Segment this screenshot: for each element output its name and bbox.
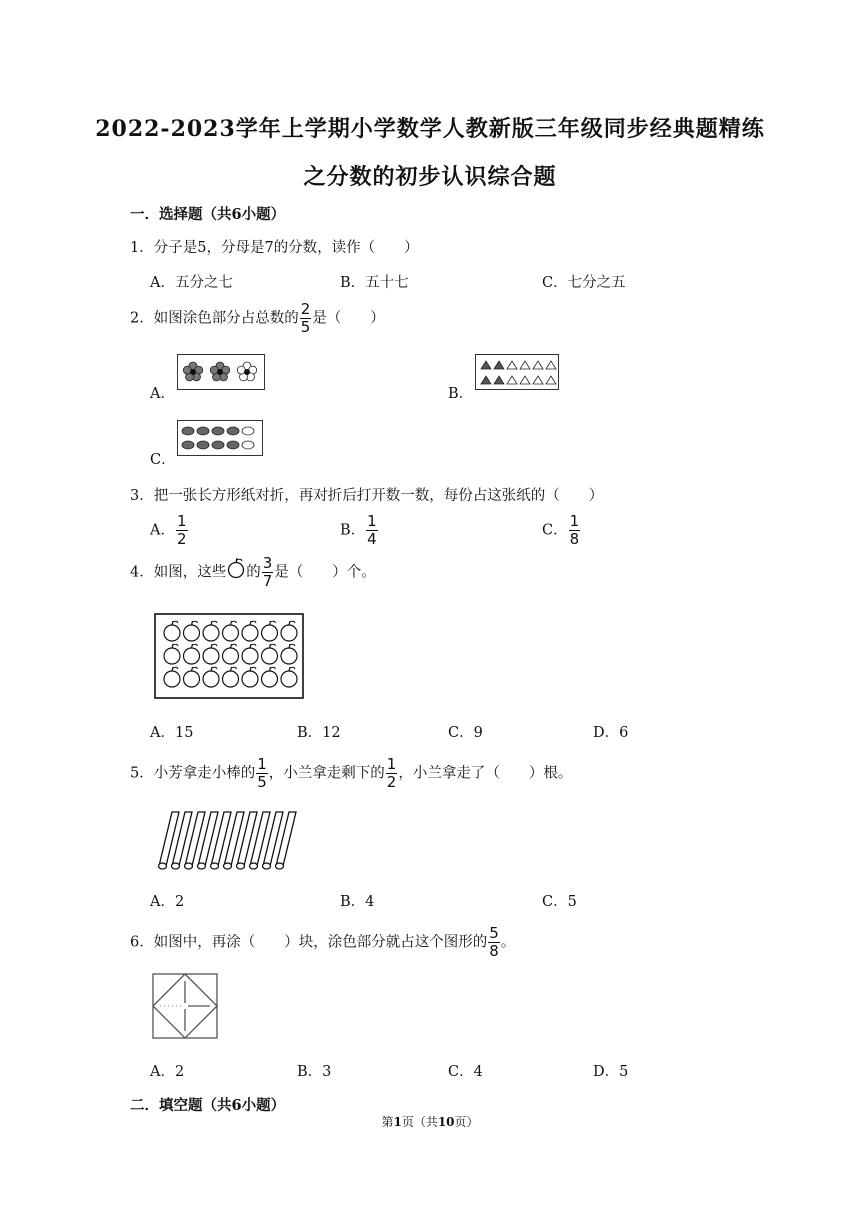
- q3-option-b-label: B．: [340, 522, 366, 539]
- q2-fish-figure: [177, 420, 263, 456]
- q4-option-a: A．15: [150, 725, 194, 741]
- q6-option-b: B．3: [297, 1064, 332, 1080]
- q4-text-post: 是（ ）个。: [274, 564, 376, 581]
- footer-pre: 第: [381, 1115, 394, 1129]
- q6-square-figure: [152, 973, 218, 1039]
- q3-option-c-label: C．: [542, 522, 568, 539]
- q6-fraction: [488, 926, 500, 959]
- q6-text-pre: 6．如图中，再涂（ ）块，涂色部分就占这个图形的: [130, 934, 488, 951]
- section-heading-choice: 一．选择题（共6小题）: [130, 206, 286, 223]
- q3-c-numerator: 1: [569, 512, 580, 530]
- q4-option-b: B．12: [297, 725, 341, 741]
- q6-text-post: 。: [500, 934, 516, 951]
- q4-fraction: [262, 556, 274, 589]
- q3-option-a: [150, 514, 189, 547]
- q4-text-mid: 的: [246, 564, 261, 581]
- q5-option-c: C．5: [542, 894, 577, 910]
- question-2: [130, 302, 385, 335]
- q4-text-pre: 4．如图，这些: [130, 564, 227, 581]
- q4-apples-figure: [154, 613, 304, 699]
- question-6: [130, 926, 515, 959]
- q4-numerator: 3: [262, 554, 273, 572]
- doc-title-line1: 2022-2023学年上学期小学数学人教新版三年级同步经典题精练: [95, 116, 765, 142]
- q5-option-b: B．4: [340, 894, 375, 910]
- q6-option-d: D．5: [593, 1064, 629, 1080]
- q3-b-denominator: 4: [367, 530, 377, 548]
- q2-denominator: 5: [300, 318, 311, 336]
- q5-option-a: A．2: [150, 894, 185, 910]
- footer-mid: 页（共: [401, 1115, 438, 1129]
- apple-icon: [226, 557, 246, 579]
- q2-text-pre: 2．如图涂色部分占总数的: [130, 310, 299, 327]
- q3-b-numerator: 1: [367, 512, 377, 530]
- q5-denominator-1: 5: [257, 773, 267, 791]
- q4-denominator: 7: [262, 572, 273, 590]
- q3-option-c: [542, 514, 581, 547]
- footer-page-number: 1: [393, 1115, 402, 1129]
- footer-post: 页）: [454, 1115, 479, 1129]
- q3-option-b: [340, 514, 379, 547]
- question-1: 1．分子是5，分母是7的分数，读作（ ）: [130, 240, 419, 256]
- q3-a-denominator: 2: [176, 530, 187, 548]
- question-5: [130, 757, 572, 790]
- footer-total-pages: 10: [437, 1115, 455, 1129]
- q3-c-denominator: 8: [569, 530, 580, 548]
- q5-numerator-2: 1: [386, 755, 397, 773]
- q1-option-b: B．五十七: [340, 275, 409, 291]
- question-4: [130, 556, 376, 589]
- q3-option-a-label: A．: [150, 522, 175, 539]
- q3-option-a-fraction: [176, 514, 188, 547]
- q6-option-a: A．2: [150, 1064, 185, 1080]
- q5-numerator-1: 1: [257, 755, 267, 773]
- q6-numerator: 5: [489, 924, 499, 942]
- q2-option-a: A．: [150, 386, 175, 402]
- q3-option-b-fraction: [366, 514, 378, 547]
- q5-text-post: ，小兰拿走了（ ）根。: [398, 765, 573, 782]
- q2-option-b: B．: [448, 386, 474, 402]
- q4-option-d: D．6: [593, 725, 629, 741]
- q3-a-numerator: 1: [176, 512, 187, 530]
- q2-text-post: 是（ ）: [312, 310, 385, 327]
- q2-option-c: C．: [150, 452, 176, 468]
- q5-fraction-1: [256, 757, 268, 790]
- question-3: 3．把一张长方形纸对折，再对折后打开数一数，每份占这张纸的（ ）: [130, 488, 604, 504]
- section-heading-fill-in: 二．填空题（共6小题）: [130, 1097, 286, 1114]
- q6-denominator: 8: [489, 942, 499, 960]
- doc-title-line2: 之分数的初步认识综合题: [303, 164, 557, 190]
- q5-sticks-figure: [152, 808, 302, 874]
- q1-option-a: A．五分之七: [150, 275, 233, 291]
- q1-option-c: C．七分之五: [542, 275, 626, 291]
- q4-option-c: C．9: [448, 725, 483, 741]
- q2-flowers-figure: [177, 354, 265, 390]
- q2-leaves-figure: [475, 354, 559, 390]
- q5-text-mid: ，小兰拿走剩下的: [268, 765, 385, 782]
- q5-denominator-2: 2: [386, 773, 397, 791]
- q3-option-c-fraction: [569, 514, 581, 547]
- q5-fraction-2: [386, 757, 398, 790]
- page-footer: [0, 1113, 860, 1130]
- q6-option-c: C．4: [448, 1064, 483, 1080]
- q2-fraction: [300, 302, 312, 335]
- q5-text-pre: 5．小芳拿走小棒的: [130, 765, 256, 782]
- q2-numerator: 2: [300, 300, 311, 318]
